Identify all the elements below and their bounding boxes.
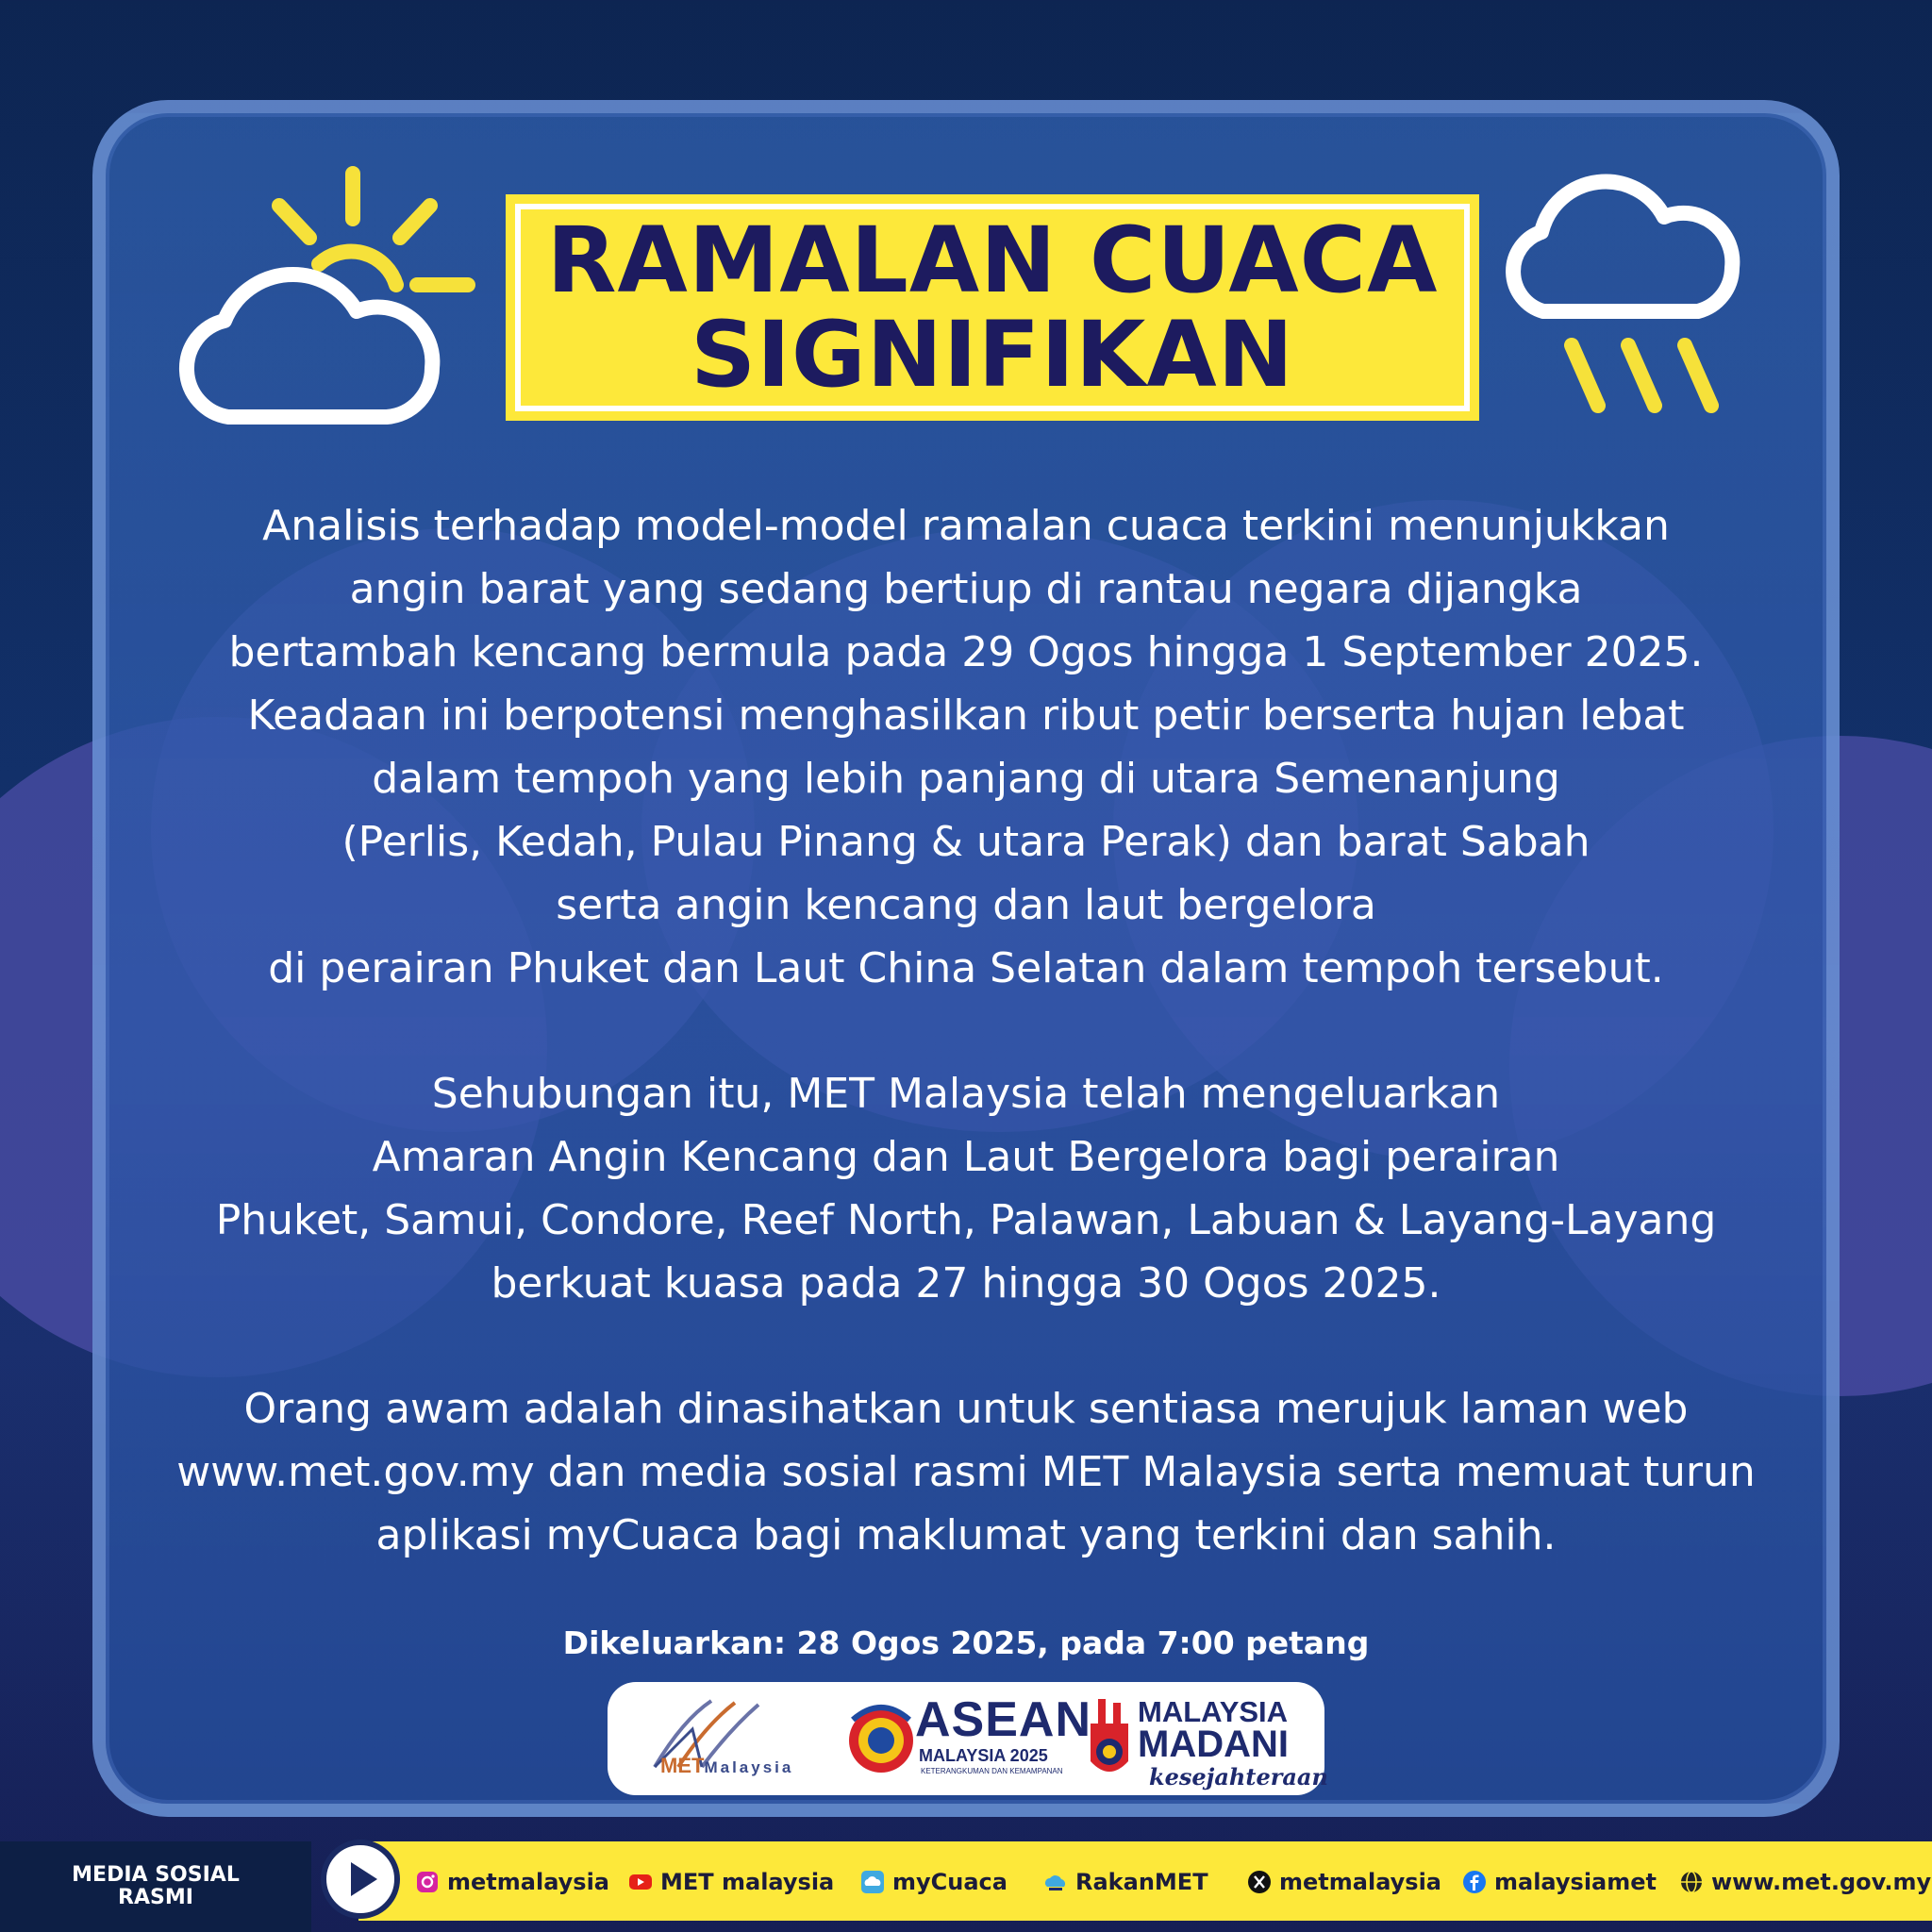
asean-logo-emblem [843, 1699, 917, 1778]
paragraph-advice [113, 1377, 1819, 1567]
paragraph-line: bertambah kencang bermula pada 29 Ogos hingga 1 September 2025. [228, 628, 1704, 676]
social-label: malaysiamet [1494, 1869, 1657, 1895]
social-link-instagram[interactable] [415, 1866, 609, 1898]
x-icon [1247, 1870, 1272, 1894]
sun-cloud-icon [177, 160, 479, 434]
paragraph-line: Analisis terhadap model-model ramalan cuaca terkini menunjukkan [262, 502, 1670, 550]
paragraph-line: di perairan Phuket dan Laut China Selatan dalam tempoh tersebut. [268, 944, 1664, 992]
social-link-x[interactable] [1247, 1866, 1441, 1898]
title-line-2: SIGNIFIKAN [690, 302, 1295, 408]
youtube-icon [628, 1870, 653, 1894]
social-label: www.met.gov.my [1711, 1869, 1932, 1895]
asean-logo-title: ASEAN [915, 1692, 1092, 1747]
madani-logo-line-3: kesejahteraan [1149, 1763, 1328, 1790]
play-icon [326, 1845, 394, 1913]
issued-date: Dikeluarkan: 28 Ogos 2025, pada 7:00 petang [562, 1624, 1370, 1661]
paragraph-line: angin barat yang sedang bertiup di rantau negara dijangka [349, 565, 1583, 613]
globe-icon [1679, 1870, 1704, 1894]
paragraph-line: Keadaan ini berpotensi menghasilkan ribut petir berserta hujan lebat [247, 691, 1685, 740]
social-label: myCuaca [892, 1869, 1008, 1895]
paragraph-line: Phuket, Samui, Condore, Reef North, Palawan, Labuan & Layang-Layang [215, 1196, 1717, 1244]
paragraph-line: Sehubungan itu, MET Malaysia telah mengeluarkan [431, 1070, 1501, 1118]
social-label: MET malaysia [660, 1869, 835, 1895]
social-link-facebook[interactable] [1462, 1866, 1657, 1898]
paragraph-line: (Perlis, Kedah, Pulau Pinang & utara Perak) dan barat Sabah [341, 818, 1591, 866]
social-label: metmalaysia [447, 1869, 609, 1895]
met-logo-sub: Malaysia [704, 1758, 794, 1776]
asean-logo-subtitle: MALAYSIA 2025 [919, 1746, 1048, 1765]
met-logo-main: MET [660, 1754, 705, 1777]
madani-logo-line-2: MADANI [1138, 1724, 1289, 1765]
footer-label-line-2: RASMI [118, 1886, 193, 1909]
asean-logo-tagline: KETERANGKUMAN DAN KEMAMPANAN [921, 1767, 1063, 1775]
social-label: RakanMET [1075, 1869, 1208, 1895]
paragraph-line: aplikasi myCuaca bagi maklumat yang terkini dan sahih. [375, 1511, 1557, 1559]
paragraph-line: dalam tempoh yang lebih panjang di utara Semenanjung [372, 755, 1560, 803]
paragraph-line: Amaran Angin Kencang dan Laut Bergelora bagi perairan [372, 1133, 1560, 1181]
title-line-1: RAMALAN CUACA [546, 208, 1439, 313]
paragraph-warning [113, 1062, 1819, 1315]
footer-label [0, 1841, 311, 1932]
madani-logo-line-1: MALAYSIA [1138, 1695, 1289, 1728]
paragraph-line: serta angin kencang dan laut bergelora [556, 881, 1376, 929]
malaysia-madani-emblem [1083, 1695, 1136, 1782]
social-label: metmalaysia [1279, 1869, 1441, 1895]
rakanmet-icon [1043, 1870, 1068, 1894]
logo-strip [608, 1682, 1328, 1795]
rain-cloud-icon [1506, 170, 1760, 425]
facebook-icon [1462, 1870, 1487, 1894]
met-logo-text [660, 1754, 793, 1778]
social-link-website[interactable] [1679, 1866, 1931, 1898]
title-banner [506, 194, 1479, 421]
footer-label-line-1: MEDIA SOSIAL [72, 1863, 240, 1887]
play-button[interactable] [321, 1840, 400, 1919]
social-link-mycuaca[interactable] [860, 1866, 1008, 1898]
social-link-rakanmet[interactable] [1043, 1866, 1208, 1898]
instagram-icon [415, 1870, 440, 1894]
paragraph-line: www.met.gov.my dan media sosial rasmi MET Malaysia serta memuat turun [176, 1448, 1756, 1496]
paragraph-line: berkuat kuasa pada 27 hingga 30 Ogos 2025. [491, 1259, 1441, 1307]
paragraph-forecast [113, 494, 1819, 1000]
mycuaca-icon [860, 1870, 885, 1894]
paragraph-line: Orang awam adalah dinasihatkan untuk sentiasa merujuk laman web [243, 1385, 1689, 1433]
social-link-youtube[interactable] [628, 1866, 834, 1898]
